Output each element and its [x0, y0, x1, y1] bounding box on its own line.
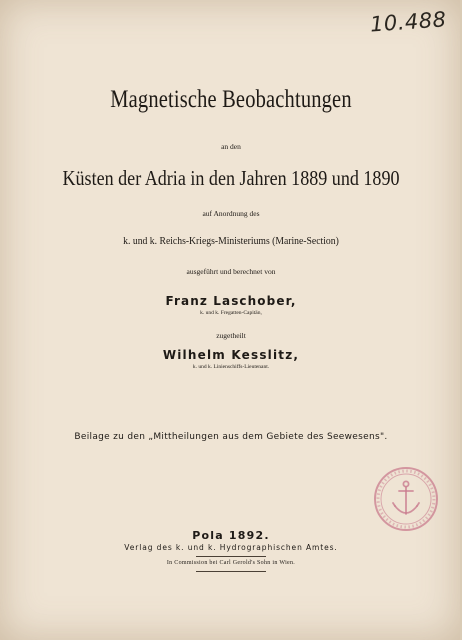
supplement-note: Beilage zu den „Mittheilungen aus dem Gebiete des Seewesens". — [74, 432, 388, 442]
imprint-publisher: Verlag des k. und k. Hydrographischen Amtes. — [124, 543, 338, 552]
document-subtitle: Küsten der Adria in den Jahren 1889 und 1890 — [62, 166, 400, 190]
author-1-rank: k. und k. Fregatten-Capitän, — [200, 310, 262, 316]
author-1-name: Franz Laschober, — [165, 294, 297, 308]
connector-an-den: an den — [221, 142, 241, 151]
connector-auf-anordnung: auf Anordnung des — [202, 209, 260, 218]
stamp-graphic — [372, 465, 440, 533]
document-title: Magnetische Beobachtungen — [110, 86, 352, 113]
handwritten-catalog-number: 10.488 — [369, 7, 448, 37]
author-2-name: Wilhelm Kesslitz, — [162, 348, 300, 362]
author-2-rank: k. und k. Linienschiffs-Lieutenant. — [192, 364, 270, 370]
connector-zugetheilt: zugetheilt — [216, 331, 246, 340]
imprint-commission: In Commission bei Carl Gerold's Sohn in Wien. — [166, 560, 296, 566]
imprint-place-year: Pola 1892. — [192, 529, 270, 542]
anchor-icon — [393, 481, 419, 514]
imprint-divider-top — [196, 556, 266, 557]
library-stamp — [372, 465, 440, 533]
ministry-line: k. und k. Reichs-Kriegs-Ministeriums (Marine-Section) — [123, 235, 339, 247]
connector-ausgefuehrt: ausgeführt und berechnet von — [186, 267, 276, 276]
imprint-divider-bottom — [196, 571, 266, 572]
